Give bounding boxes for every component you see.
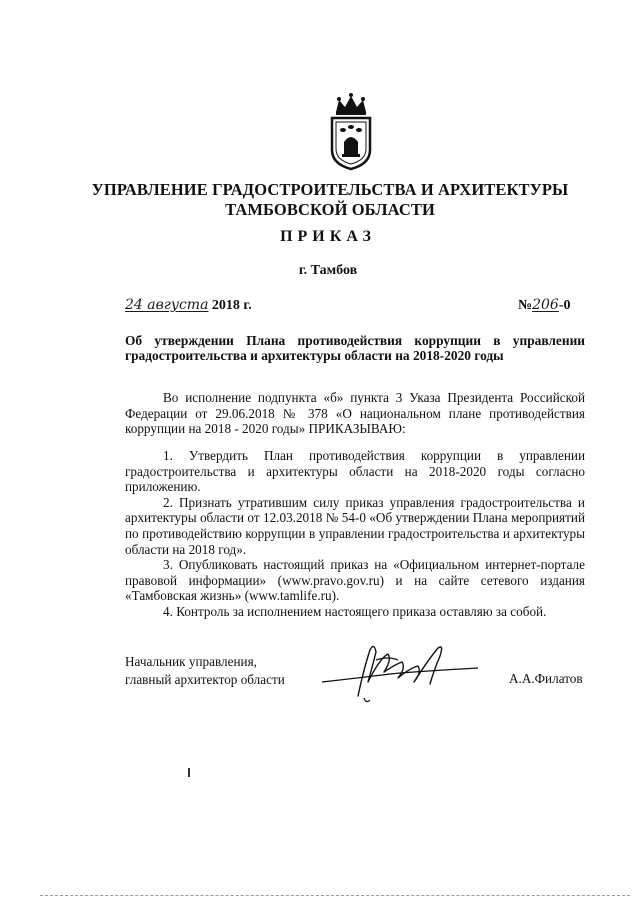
- signer-name: А.А.Филатов: [509, 671, 583, 686]
- agency-name-line1: УПРАВЛЕНИЕ ГРАДОСТРОИТЕЛЬСТВА И АРХИТЕКТУРЫ: [91, 180, 569, 199]
- order-item-2: 2. Признать утратившим силу приказ управления градостроительства и архитектуры области от 12.03.2018 № 54-0 «Об утверждении Плана мероприятий по противодействию коррупции в управлении градостроительства и архитектуры области на 2018 год».: [125, 494, 585, 557]
- number-handwritten: 206: [532, 297, 559, 313]
- order-item-3: 3. Опубликовать настоящий приказ на «Официальном интернет-портале правовой информации» (www.pravo.gov.ru) и на сайте сетевого издания «Тамбовская жизнь» (www.tamlife.ru).: [125, 557, 585, 604]
- coat-of-arms-icon: [326, 92, 376, 172]
- scan-mark: [188, 768, 190, 777]
- order-item-1: 1. Утвердить План противодействия коррупции в управлении градостроительства и архитектуры области на 2018-2020 годы согласно приложению.: [125, 448, 585, 495]
- order-items: [125, 448, 585, 620]
- document-subject: Об утверждении Плана противодействия коррупции в управлении градостроительства и архитектуры области на 2018-2020 годы: [125, 333, 585, 363]
- agency-name-line2: ТАМБОВСКОЙ ОБЛАСТИ: [225, 200, 435, 219]
- number-suffix: -0: [558, 298, 571, 313]
- page-bottom-edge: [40, 895, 630, 896]
- date-handwritten: 24 августа: [125, 297, 209, 313]
- signer-position: [125, 653, 285, 689]
- intro-text: Во исполнение подпункта «б» пункта 3 Указа Президента Российской Федерации от 29.06.2018 № 378 «О национальном плане противодействия коррупции на 2018 - 2020 годы» ПРИКАЗЫВАЮ:: [125, 390, 585, 437]
- signer-position-line2: главный архитектор области: [125, 672, 285, 687]
- order-item-4: 4. Контроль за исполнением настоящего приказа оставляю за собой.: [163, 603, 547, 619]
- document-type-title: ПРИКАЗ: [280, 228, 376, 245]
- date-year: 2018 г.: [208, 298, 252, 313]
- signer-position-line1: Начальник управления,: [125, 654, 257, 669]
- intro-paragraph: [125, 390, 585, 437]
- document-date: [125, 297, 252, 314]
- number-prefix: №: [518, 298, 533, 313]
- signature-icon: [318, 638, 486, 706]
- issue-city: г. Тамбов: [298, 263, 358, 278]
- document-number: [518, 297, 570, 314]
